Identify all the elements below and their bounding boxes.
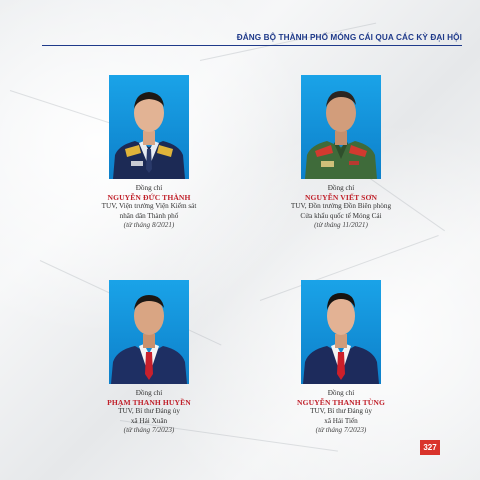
term-date: (từ tháng 11/2021) <box>314 220 368 229</box>
profile-caption <box>79 184 219 230</box>
profile-caption <box>79 389 219 435</box>
person-name: NGUYỄN ĐỨC THÀNH <box>107 193 191 203</box>
honorific: Đồng chí <box>327 184 355 192</box>
portrait-photo <box>109 75 189 179</box>
page-header-title: ĐẢNG BỘ THÀNH PHỐ MÓNG CÁI QUA CÁC KỲ ĐẠI HỘI <box>236 33 462 42</box>
profile-caption <box>271 389 411 435</box>
person-name: PHẠM THANH HUYỀN <box>107 398 191 408</box>
role-line: TUV, Bí thư Đảng ủy <box>118 407 180 416</box>
profile-card <box>79 280 219 435</box>
person-name: NGUYỄN VIẾT SƠN <box>304 193 378 203</box>
role-line: TUV, Đồn trưởng Đồn Biên phòng <box>290 202 392 211</box>
profile-caption <box>271 184 411 230</box>
honorific: Đồng chí <box>327 389 355 397</box>
role-line: TUV, Bí thư Đảng ủy <box>310 407 372 416</box>
profile-card <box>271 75 411 230</box>
role-line: xã Hải Xuân <box>130 416 168 425</box>
honorific: Đồng chí <box>135 389 163 397</box>
portrait-photo <box>301 280 381 384</box>
person-name: NGUYỄN THANH TÙNG <box>297 398 385 408</box>
role-line: TUV, Viện trưởng Viện Kiểm sát <box>101 202 197 211</box>
header-rule <box>42 45 462 46</box>
portrait-photo <box>301 75 381 179</box>
honorific: Đồng chí <box>135 184 163 192</box>
term-date: (từ tháng 7/2023) <box>315 425 367 434</box>
term-date: (từ tháng 7/2023) <box>123 425 175 434</box>
portrait-photo <box>109 280 189 384</box>
profile-card <box>79 75 219 230</box>
profile-card <box>271 280 411 435</box>
term-date: (từ tháng 8/2021) <box>123 220 175 229</box>
role-line: xã Hải Tiến <box>324 416 358 425</box>
page-number-badge: 327 <box>420 440 440 455</box>
role-line: Cửa khẩu quốc tế Móng Cái <box>300 211 382 220</box>
role-line: nhân dân Thành phố <box>119 211 179 220</box>
